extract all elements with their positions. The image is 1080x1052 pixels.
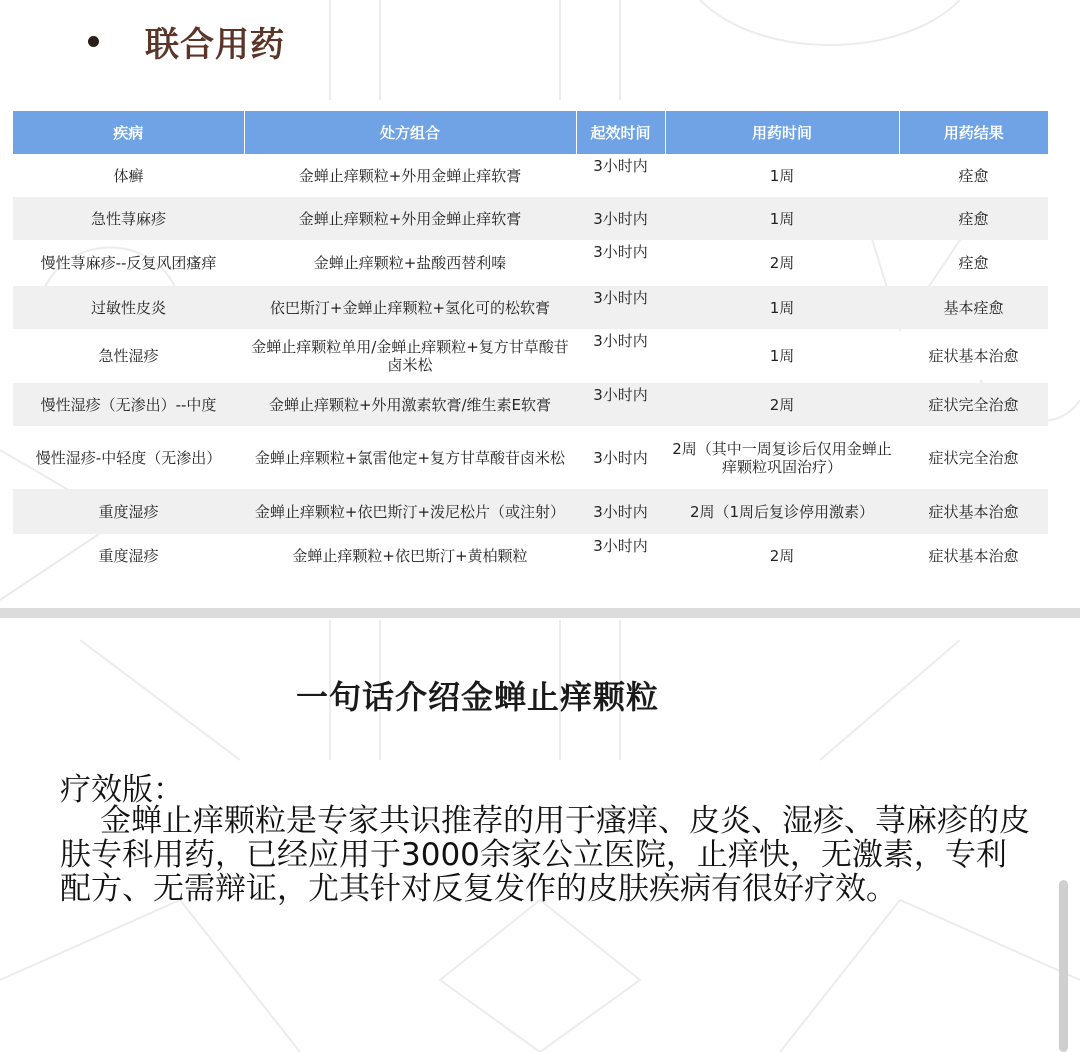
- column-header-prescription: 处方组合: [244, 111, 576, 154]
- table-row: [13, 426, 1048, 489]
- cell-result: 基本痊愈: [899, 286, 1048, 329]
- cell-prescription: 金蝉止痒颗粒+氯雷他定+复方甘草酸苷卤米松: [254, 448, 566, 467]
- bullet-dot-icon: [88, 36, 99, 47]
- cell-duration: 1周: [665, 286, 899, 329]
- column-header-onset: 起效时间: [576, 111, 665, 154]
- cell-duration: 1周: [665, 197, 899, 240]
- intro-title: 一句话介绍金蝉止痒颗粒: [296, 678, 660, 716]
- cell-result: 症状基本治愈: [928, 546, 1019, 565]
- cell-prescription: 金蝉止痒颗粒单用/金蝉止痒颗粒+复方甘草酸苷卤米松: [251, 338, 569, 374]
- cell-result: 痊愈: [899, 197, 1048, 240]
- version-label: 疗效版：: [60, 772, 184, 808]
- cell-duration: 2周: [769, 254, 795, 272]
- cell-disease: 急性荨麻疹: [13, 197, 244, 240]
- cell-result: 症状基本治愈: [899, 489, 1048, 534]
- table-header-row: [13, 111, 1048, 154]
- cell-prescription: 依巴斯汀+金蝉止痒颗粒+氢化可的松软膏: [244, 286, 576, 329]
- table-row: [13, 197, 1048, 240]
- table-row: [13, 286, 1048, 329]
- cell-result: 症状完全治愈: [899, 383, 1048, 426]
- cell-result: 痊愈: [958, 166, 989, 185]
- table-row: [13, 534, 1048, 577]
- cell-prescription: 金蝉止痒颗粒+外用金蝉止痒软膏: [298, 166, 522, 185]
- combination-therapy-table: [13, 111, 1048, 577]
- column-header-disease: 疾病: [13, 111, 244, 154]
- cell-prescription: 金蝉止痒颗粒+依巴斯汀+黄柏颗粒: [292, 546, 528, 565]
- cell-prescription: 金蝉止痒颗粒+外用激素软膏/维生素E软膏: [244, 383, 576, 426]
- cell-disease: 过敏性皮炎: [13, 286, 244, 329]
- cell-duration: 2周: [769, 546, 795, 565]
- intro-body-text: 金蝉止痒颗粒是专家共识推荐的用于瘙痒、皮炎、湿疹、荨麻疹的皮肤专科用药，已经应用于3000余家公立医院，止痒快，无激素，专利配方、无需辩证，尤其针对反复发作的皮肤疾病有很好疗效。: [60, 803, 1030, 907]
- cell-disease: 体癣: [113, 166, 144, 185]
- table-row: [13, 240, 1048, 286]
- cell-duration: 1周: [769, 166, 795, 185]
- cell-onset: 3小时内: [593, 243, 648, 261]
- cell-onset: 3小时内: [593, 332, 648, 350]
- section-divider: [0, 608, 1080, 618]
- cell-disease: 重度湿疹: [98, 546, 159, 565]
- cell-duration: 2周: [665, 383, 899, 426]
- column-header-duration: 用药时间: [665, 111, 899, 154]
- cell-result: 症状完全治愈: [928, 448, 1019, 467]
- cell-prescription: 金蝉止痒颗粒+盐酸西替利嗪: [313, 254, 507, 272]
- cell-prescription: 金蝉止痒颗粒+外用金蝉止痒软膏: [244, 197, 576, 240]
- cell-duration: 2周（1周后复诊停用激素）: [665, 489, 899, 534]
- slide-heading: [88, 18, 285, 64]
- table-row: [13, 489, 1048, 534]
- table-row: [13, 154, 1048, 197]
- cell-result: 痊愈: [958, 254, 989, 272]
- cell-onset: 3小时内: [593, 157, 648, 175]
- cell-disease: 慢性湿疹（无渗出）--中度: [13, 383, 244, 426]
- cell-onset: 3小时内: [576, 489, 665, 534]
- cell-duration: 1周: [769, 347, 795, 365]
- cell-onset: 3小时内: [593, 448, 648, 467]
- column-header-result: 用药结果: [899, 111, 1048, 154]
- cell-onset: 3小时内: [593, 537, 648, 555]
- cell-disease: 急性湿疹: [98, 347, 159, 365]
- table-row: [13, 329, 1048, 383]
- slide-heading-text: 联合用药: [145, 24, 285, 65]
- cell-duration: 2周（其中一周复诊后仅用金蝉止痒颗粒巩固治疗）: [672, 439, 892, 476]
- cell-disease: 重度湿疹: [13, 489, 244, 534]
- cell-result: 症状基本治愈: [928, 347, 1019, 365]
- cell-prescription: 金蝉止痒颗粒+依巴斯汀+泼尼松片（或注射）: [244, 489, 576, 534]
- scrollbar-thumb[interactable]: [1059, 880, 1068, 1052]
- cell-onset: 3小时内: [576, 383, 665, 426]
- table-row: [13, 383, 1048, 426]
- cell-disease: 慢性湿疹-中轻度（无渗出）: [35, 448, 222, 467]
- cell-onset: 3小时内: [576, 197, 665, 240]
- cell-disease: 慢性荨麻疹--反复风团瘙痒: [40, 254, 217, 272]
- cell-onset: 3小时内: [576, 286, 665, 329]
